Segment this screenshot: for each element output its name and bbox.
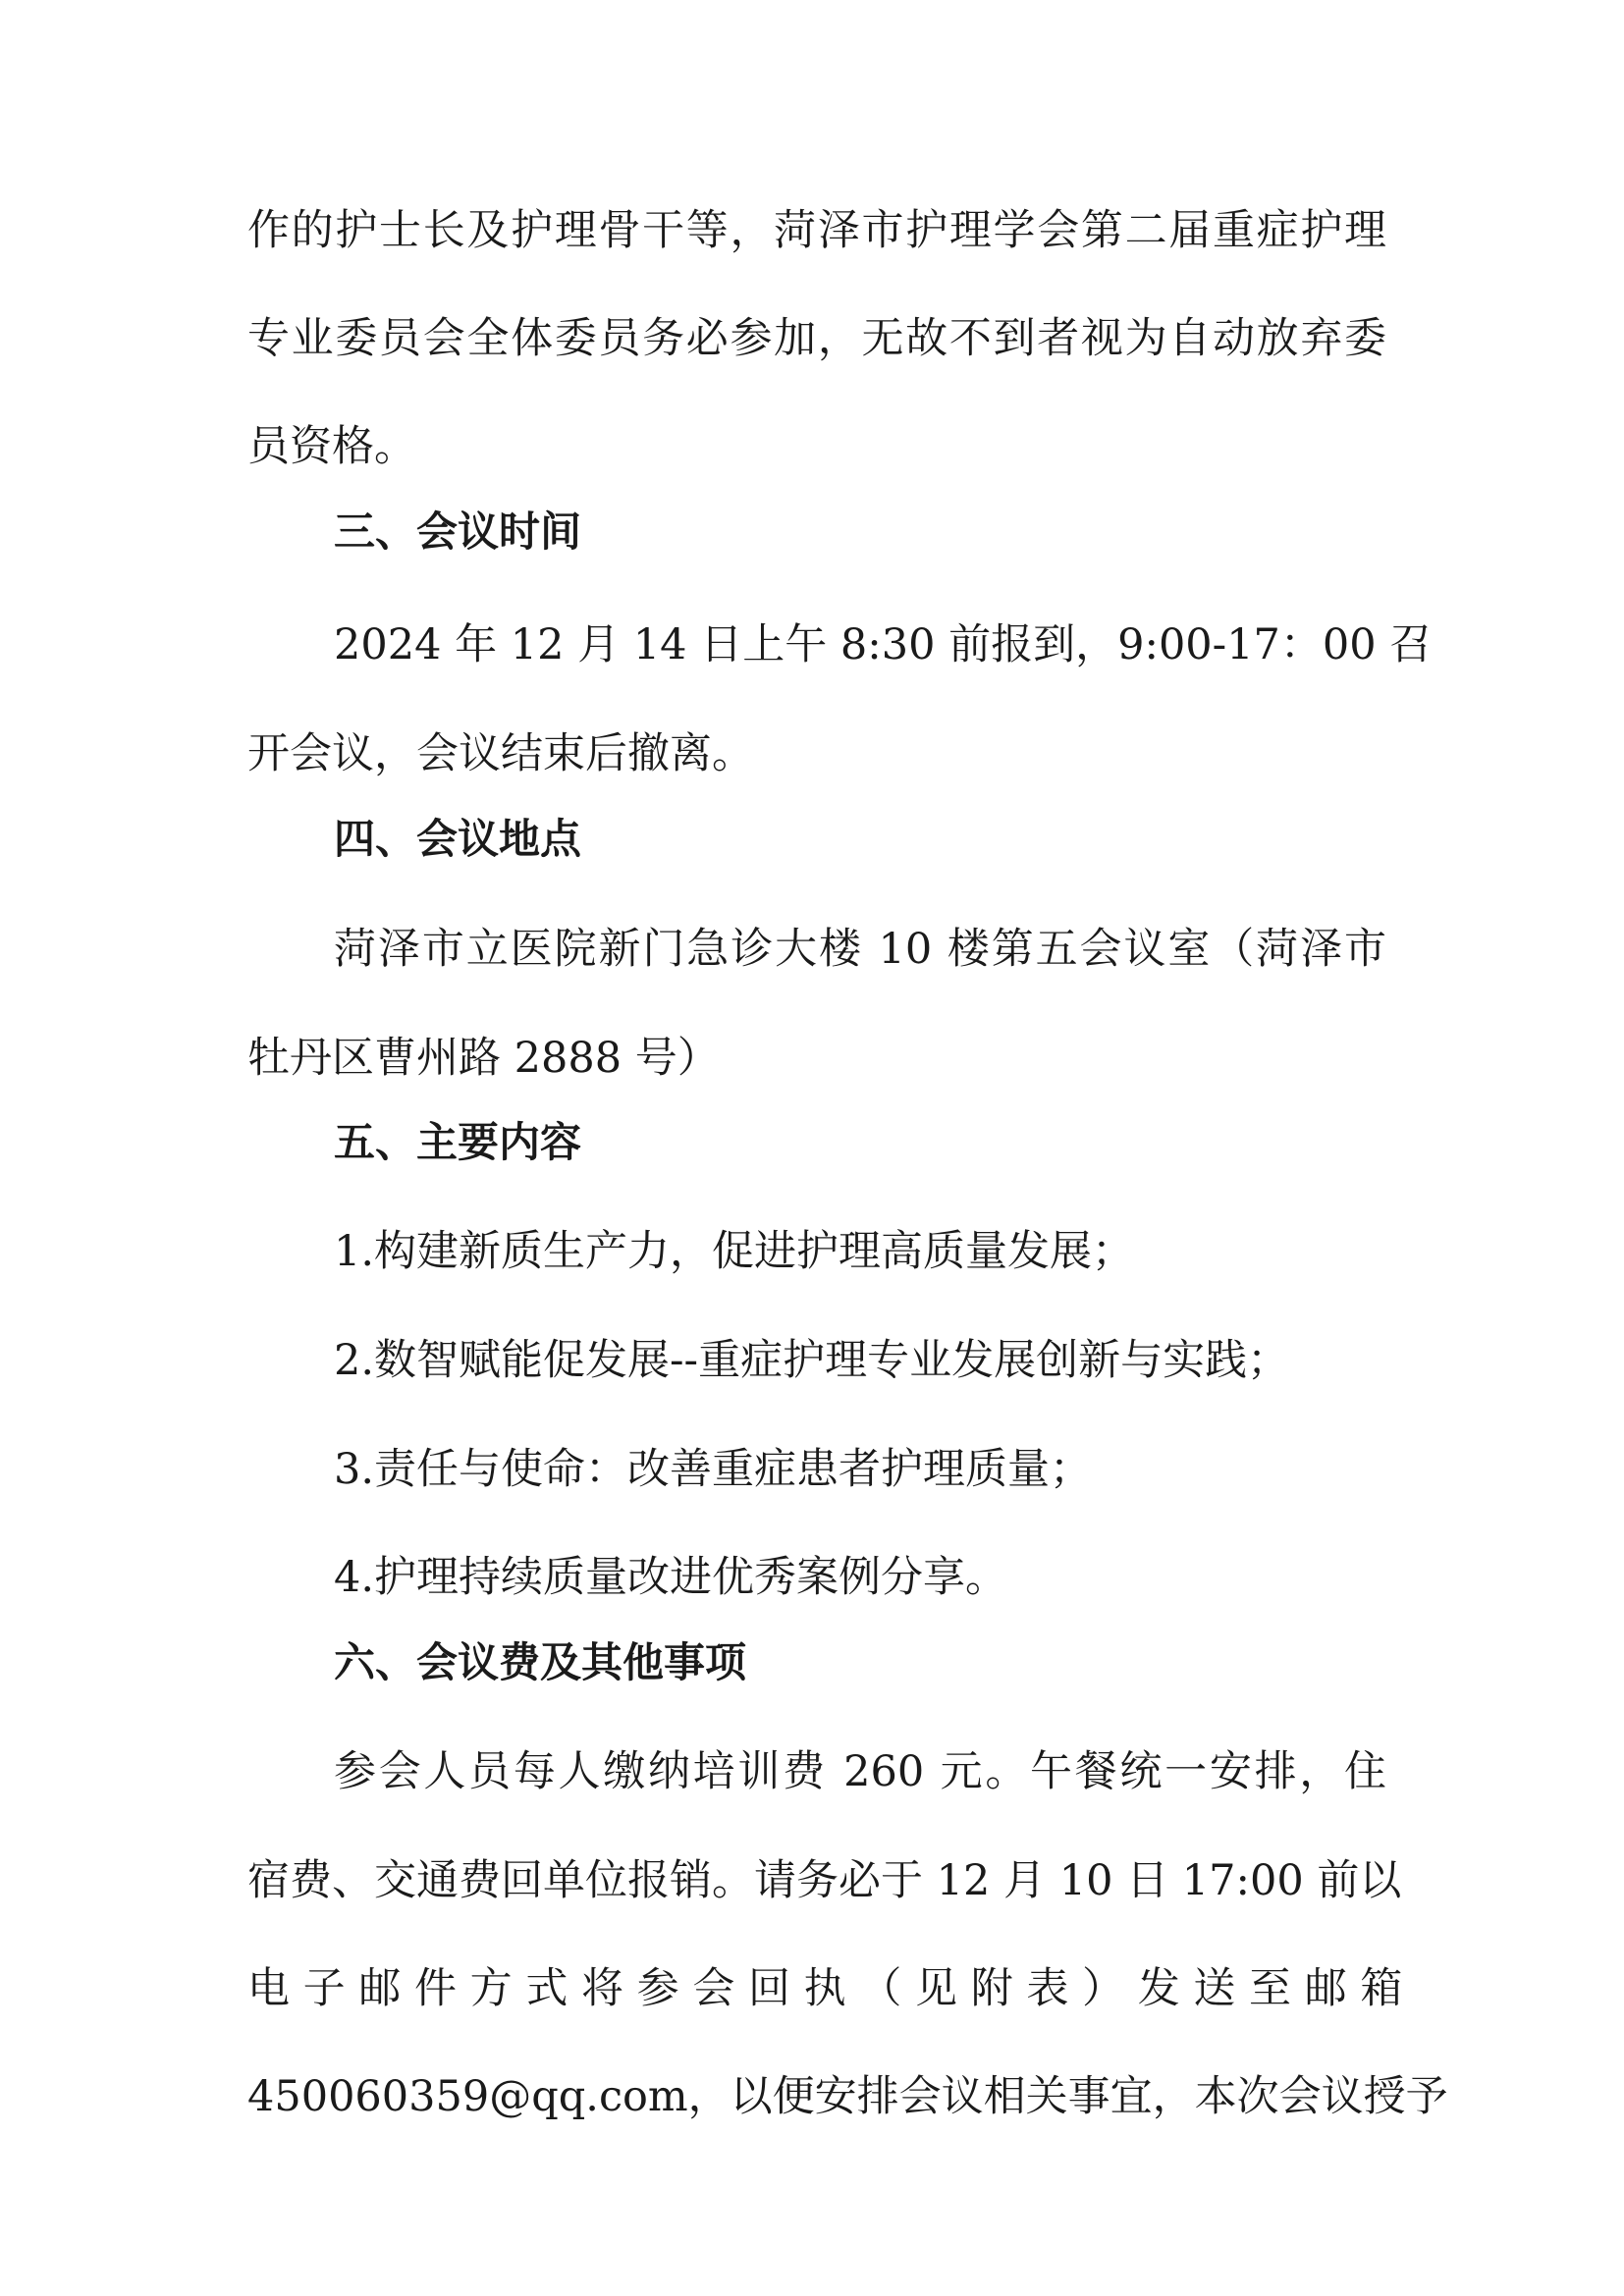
paragraph-line: 作的护士长及护理骨干等，菏泽市护理学会第二届重症护理 — [247, 206, 1386, 255]
paragraph-line: 宿费、交通费回单位报销。请务必于 12 月 10 日 17:00 前以 — [247, 1856, 1402, 1905]
list-item: 2.数智赋能促发展--重症护理专业发展创新与实践； — [334, 1336, 1290, 1385]
paragraph-line: 参会人员每人缴纳培训费 260 元。午餐统一安排，住 — [334, 1747, 1386, 1796]
section-heading-fees: 六、会议费及其他事项 — [334, 1638, 747, 1686]
paragraph-line: 450060359@qq.com，以便安排会议相关事宜，本次会议授予 — [247, 2072, 1448, 2121]
list-item: 4.护理持续质量改进优秀案例分享。 — [334, 1553, 1008, 1602]
paragraph-line: 专业委员会全体委员务必参加，无故不到者视为自动放弃委 — [247, 314, 1386, 363]
paragraph-line: 牡丹区曹州路 2888 号） — [247, 1034, 720, 1083]
paragraph-line: 电 子 邮 件 方 式 将 参 会 回 执 （ 见 附 表 ） 发 送 至 邮 箱 — [247, 1964, 1403, 2013]
paragraph-line: 员资格。 — [247, 422, 416, 471]
section-heading-main-content: 五、主要内容 — [334, 1118, 582, 1166]
paragraph-line: 2024 年 12 月 14 日上午 8:30 前报到，9:00-17：00 召 — [334, 620, 1433, 669]
section-heading-meeting-time: 三、会议时间 — [334, 507, 582, 556]
paragraph-line: 菏泽市立医院新门急诊大楼 10 楼第五会议室（菏泽市 — [334, 925, 1386, 974]
list-item: 1.构建新质生产力，促进护理高质量发展； — [334, 1227, 1135, 1276]
list-item: 3.责任与使命：改善重症患者护理质量； — [334, 1445, 1093, 1494]
section-heading-meeting-location: 四、会议地点 — [334, 815, 582, 863]
paragraph-line: 开会议，会议结束后撤离。 — [247, 729, 754, 778]
